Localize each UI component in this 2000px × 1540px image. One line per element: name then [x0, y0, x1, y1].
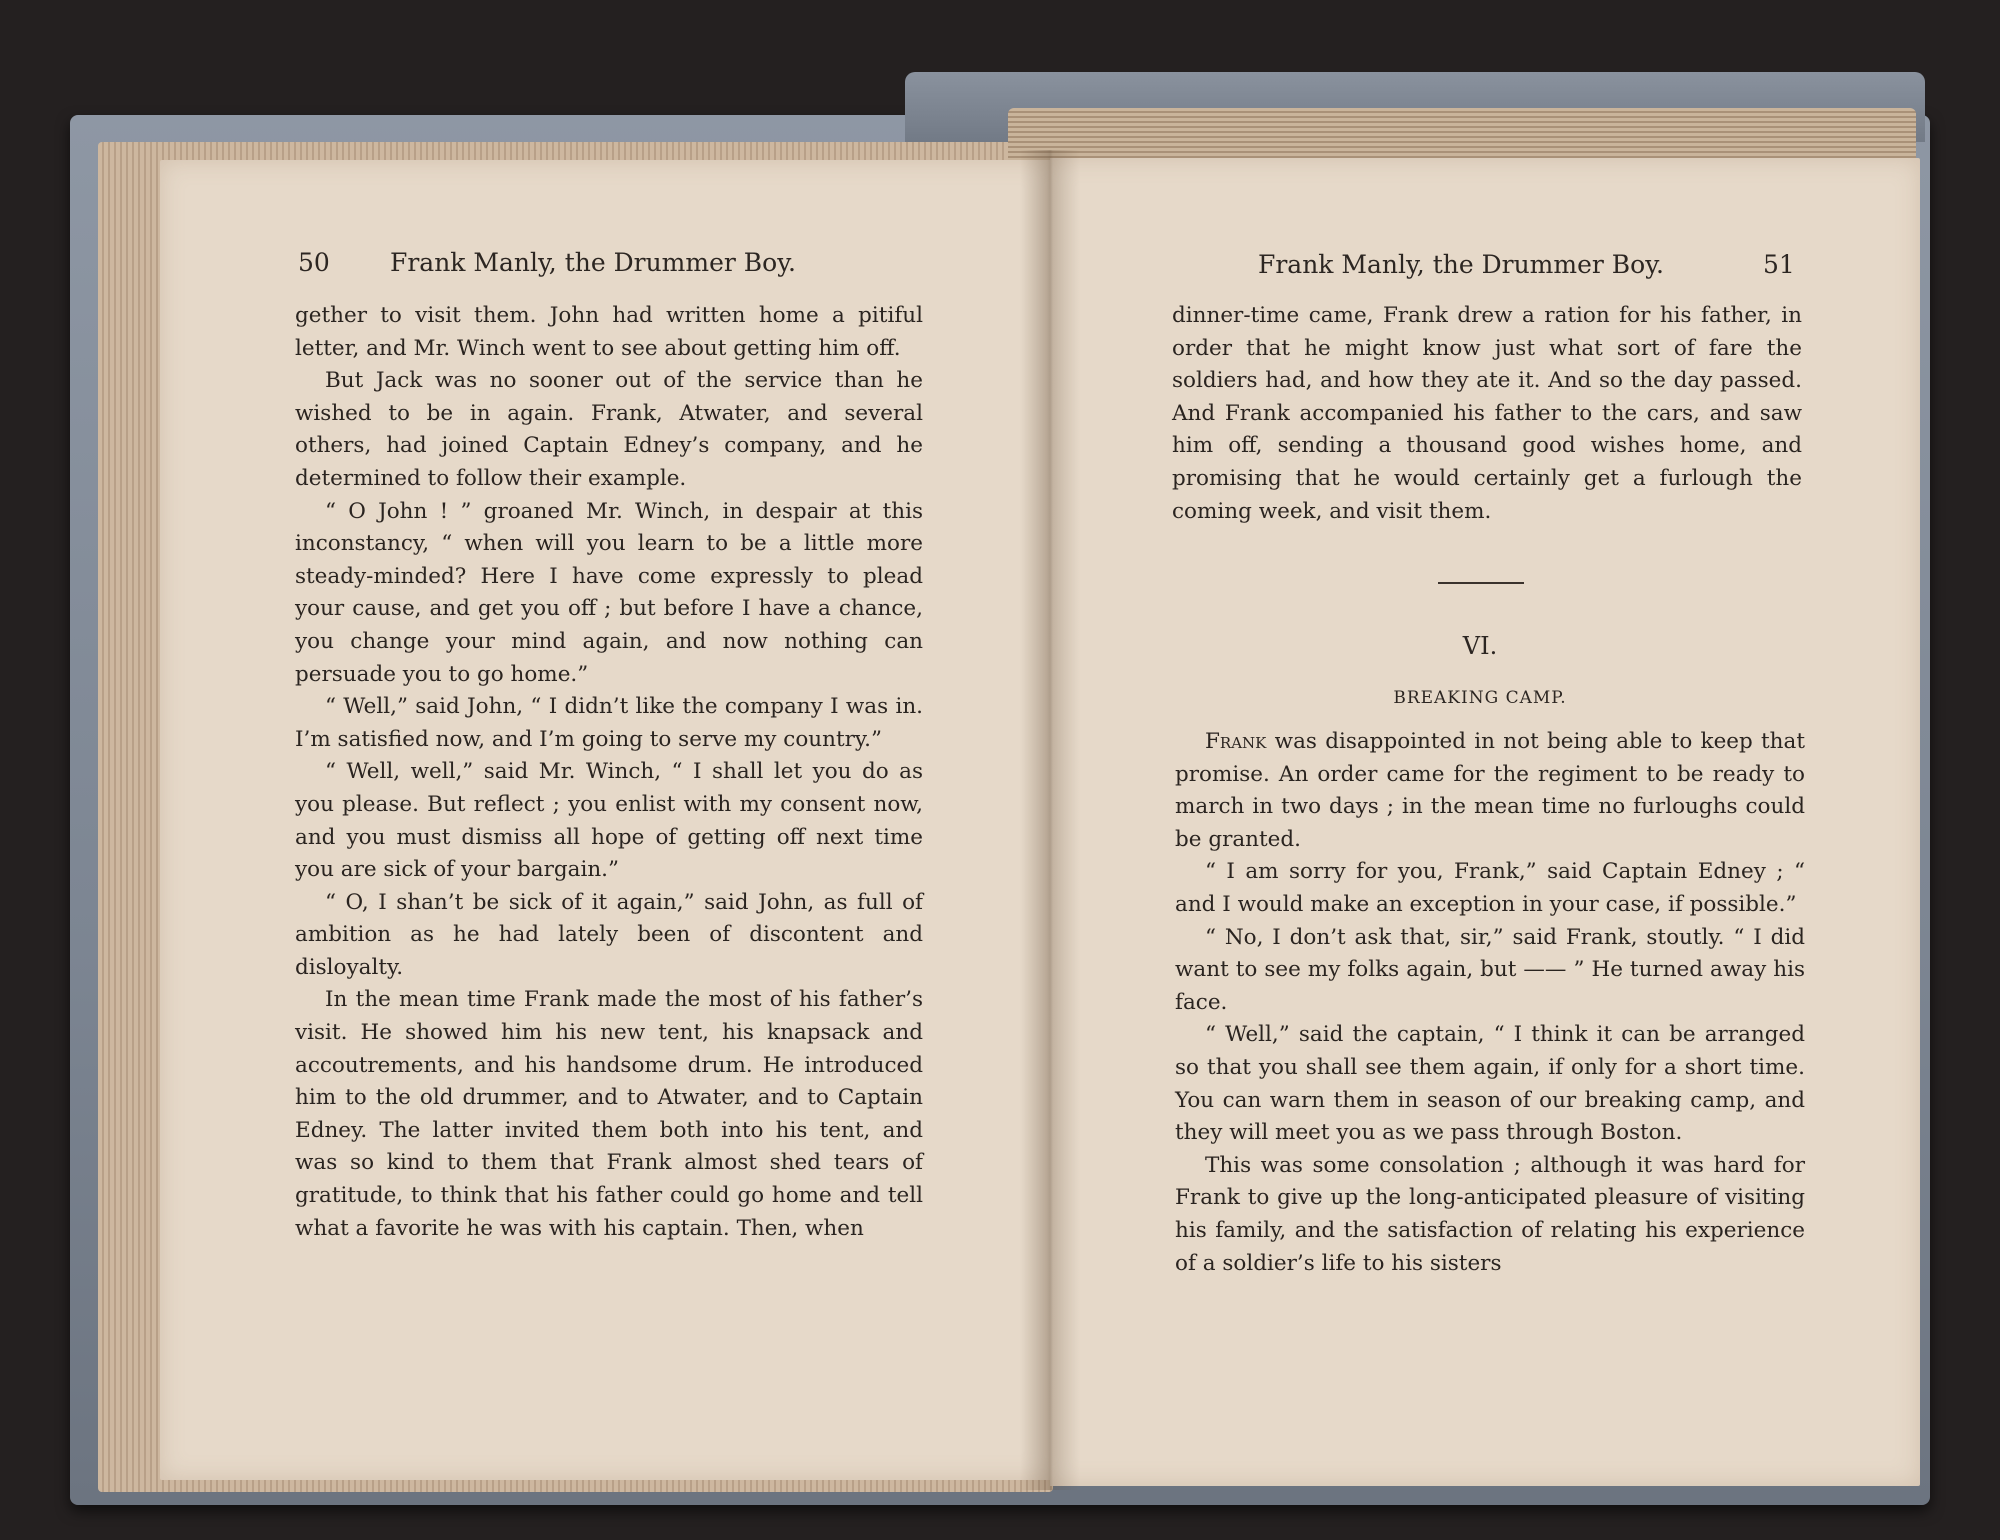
- paragraph: “ O, I shan’t be sick of it again,” said John, as full of ambition as he had lately been of discontent and disloyalty.: [295, 889, 923, 980]
- left-page-number: 50: [298, 248, 330, 277]
- right-page-number: 51: [1763, 250, 1795, 279]
- paragraph: “ Well, well,” said Mr. Winch, “ I shall let you do as you please. But reflect ; you enlist with my consent now, and you must dismiss all hope of getting off next time you are sick of your bargain.”: [295, 759, 923, 883]
- paragraph: dinner-time came, Frank drew a ration for his father, in order that he might know just what sort of fare the soldiers had, and how they ate it. And so the day passed. And Frank accompanied his father to the cars, and saw him off, sending a thousand good wishes home, and promising that he would certainly get a furlough the coming week, and visit them.: [1172, 303, 1802, 524]
- chapter-first-word: Frank: [1205, 729, 1267, 754]
- paragraph: “ Well,” said John, “ I didn’t like the company I was in. I’m satisfied now, and I’m going to serve my country.”: [295, 694, 923, 752]
- left-page-text: [295, 300, 923, 1245]
- chapter-first-paragraph: [1175, 726, 1805, 856]
- paragraph: “ O John ! ” groaned Mr. Winch, in despair at this inconstancy, “ when will you learn to be a little more steady-minded? Here I have come expressly to plead your cause, and get you off ; but before I have a chance, you change your mind again, and now nothing can persuade you to go home.”: [295, 498, 923, 687]
- paragraph: “ I am sorry for you, Frank,” said Captain Edney ; “ and I would make an exception in your case, if possible.”: [1175, 859, 1805, 917]
- paragraph: But Jack was no sooner out of the service than he wished to be in again. Frank, Atwater, and several others, had joined Captain Edney’s company, and he determined to follow their example.: [295, 368, 923, 491]
- right-page-text-bottom: [1175, 726, 1805, 1280]
- paragraph: In the mean time Frank made the most of his father’s visit. He showed him his new tent, his knapsack and accoutrements, and his handsome drum. He introduced him to the old drummer, and to Atwater, and to Captain Edney. The latter invited them both into his tent, and was so kind to them that Frank almost shed tears of gratitude, to think that his father could go home and tell what a favorite he was with his captain. Then, when: [295, 987, 923, 1241]
- right-running-head: Frank Manly, the Drummer Boy.: [1258, 250, 1664, 279]
- chapter-first-paragraph-text: was disappointed in not being able to keep that promise. An order came for the regiment to be ready to march in two days ; in the mean time no furloughs could be granted.: [1175, 729, 1805, 852]
- section-divider: [1438, 582, 1524, 584]
- paragraph: “ Well,” said the captain, “ I think it can be arranged so that you shall see them again, if only for a short time. You can warn them in season of our breaking camp, and they will meet you as we pass through Boston.: [1175, 1022, 1805, 1146]
- chapter-number: VI.: [1462, 632, 1498, 660]
- right-page-text-top: [1172, 300, 1802, 528]
- left-running-head: Frank Manly, the Drummer Boy.: [390, 248, 796, 277]
- paragraph: “ No, I don’t ask that, sir,” said Frank, stoutly. “ I did want to see my folks again, but —— ” He turned away his face.: [1175, 924, 1805, 1015]
- paragraph: gether to visit them. John had written home a pitiful letter, and Mr. Winch went to see about getting him off.: [295, 303, 923, 361]
- chapter-title: BREAKING CAMP.: [1393, 688, 1567, 708]
- book-gutter: [1020, 150, 1080, 1490]
- page-edges-top: [1008, 108, 1916, 164]
- paragraph: This was some consolation ; although it was hard for Frank to give up the long-anticipated pleasure of visiting his family, and the satisfaction of relating his experience of a soldier’s life to his sisters: [1175, 1152, 1805, 1276]
